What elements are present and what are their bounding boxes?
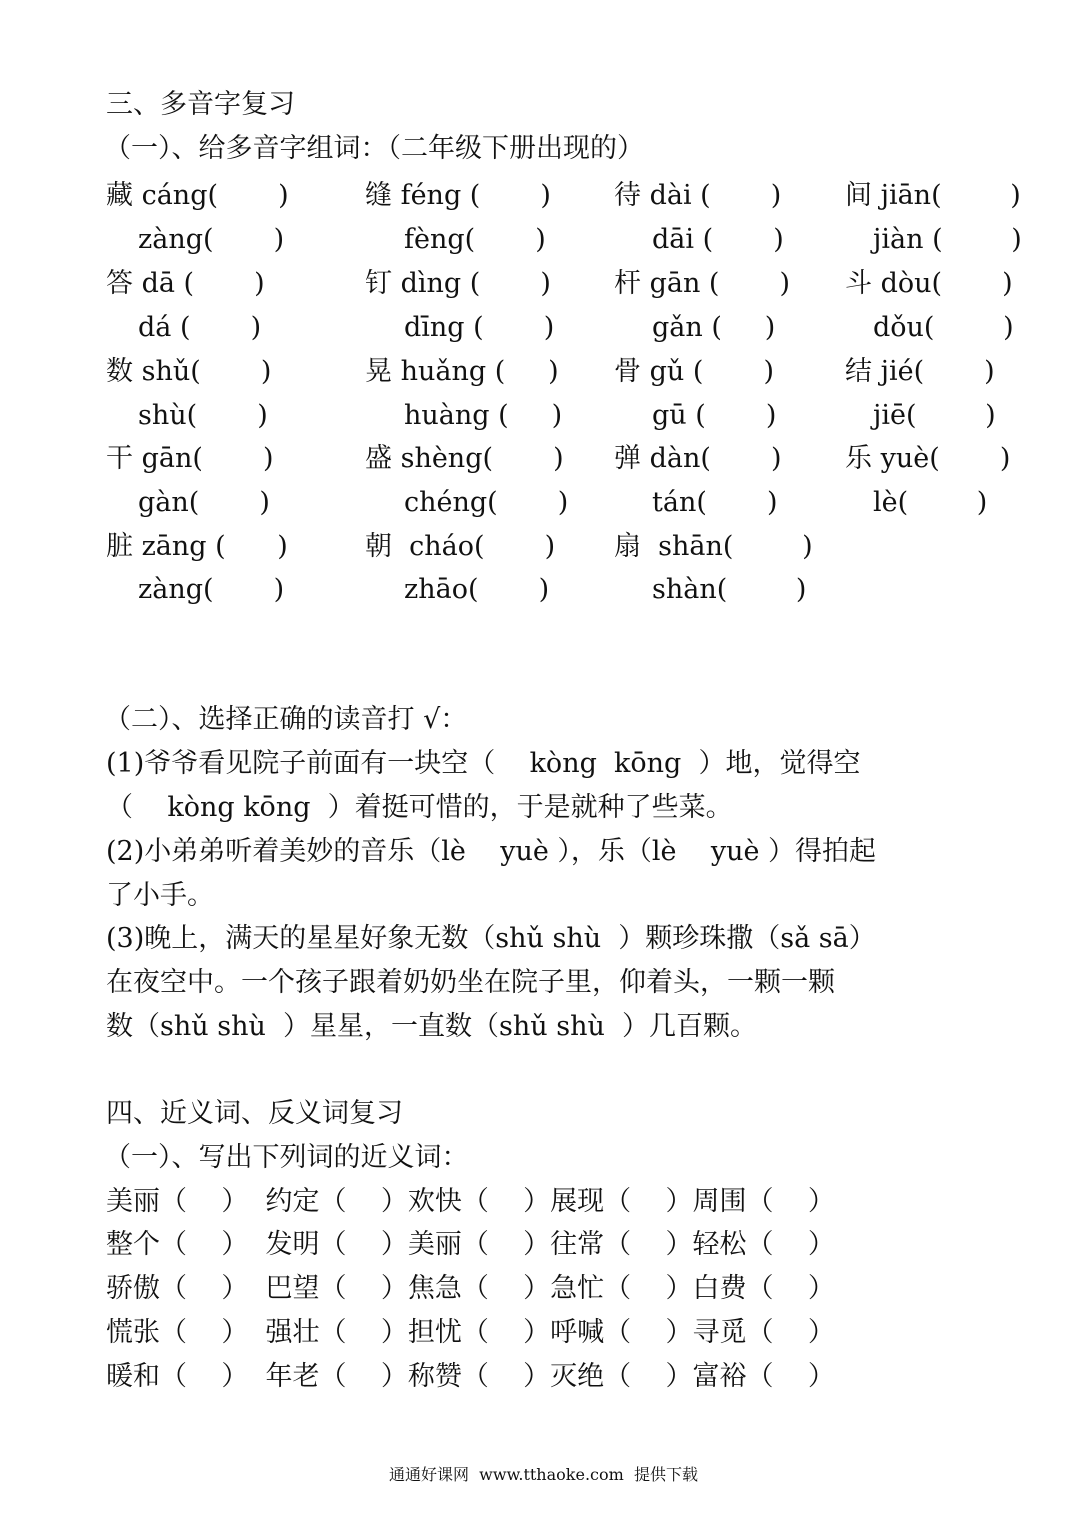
polyphone-cell: 结 jié( )	[845, 356, 995, 387]
polyphone-cell: 乐 yuè( )	[845, 443, 1011, 474]
footer-credit: 通通好课网 www.tthaoke.com 提供下载	[389, 1465, 698, 1484]
polyphone-cell: 弹 dàn( )	[614, 443, 782, 474]
synonym-row-3: 骄傲（ ） 巴望（ ）焦急（ ）急忙（ ）白费（ ）	[106, 1273, 835, 1304]
polyphone-cell: 杆 gān ( )	[614, 268, 791, 299]
paragraph-line-6: 在夜空中。一个孩子跟着奶奶坐在院子里，仰着头，一颗一颗	[106, 967, 835, 998]
polyphone-cell: chéng( )	[404, 487, 569, 518]
polyphone-cell: fèng( )	[404, 224, 546, 255]
polyphone-cell: 脏 zāng ( )	[106, 531, 288, 562]
section-3-subtitle-2: （二）、选择正确的读音打 √：	[104, 704, 468, 735]
polyphone-cell: dá ( )	[138, 312, 262, 343]
polyphone-cell: jiē( )	[873, 400, 996, 431]
polyphone-cell: zàng( )	[138, 224, 285, 255]
polyphone-cell: 数 shǔ( )	[106, 356, 272, 387]
polyphone-cell: 扇 shān( )	[614, 531, 813, 562]
polyphone-cell: 晃 huǎng ( )	[365, 356, 559, 387]
polyphone-cell: 间 jiān( )	[845, 180, 1021, 211]
paragraph-line-3: (2)小弟弟听着美妙的音乐（lè yuè ），乐（lè yuè ）得拍起	[106, 836, 877, 867]
polyphone-cell: gàn( )	[138, 487, 270, 518]
polyphone-cell: dǒu( )	[873, 312, 1014, 343]
polyphone-cell: zhāo( )	[404, 574, 550, 605]
polyphone-cell: tán( )	[652, 487, 778, 518]
synonym-row-4: 慌张（ ） 强壮（ ）担忧（ ）呼喊（ ）寻觅（ ）	[106, 1317, 835, 1348]
polyphone-cell: 待 dài ( )	[614, 180, 782, 211]
polyphone-cell: 缝 féng ( )	[365, 180, 551, 211]
section-3-subtitle-1: （一）、给多音字组词：（二年级下册出现的）	[104, 133, 644, 164]
paragraph-line-7: 数（shǔ shù ）星星，一直数（shǔ shù ）几百颗。	[106, 1011, 758, 1042]
polyphone-cell: zàng( )	[138, 574, 285, 605]
section-3-title: 三、多音字复习	[106, 89, 295, 120]
polyphone-cell: 干 gān( )	[106, 443, 274, 474]
paragraph-line-2: （ kòng kōng ）着挺可惜的，于是就种了些菜。	[106, 792, 733, 823]
polyphone-cell: shàn( )	[652, 574, 807, 605]
polyphone-cell: 盛 shèng( )	[365, 443, 564, 474]
polyphone-cell: huàng ( )	[404, 400, 563, 431]
polyphone-cell: shù( )	[138, 400, 268, 431]
polyphone-cell: gǎn ( )	[652, 312, 776, 343]
polyphone-cell: 骨 gǔ ( )	[614, 356, 774, 387]
synonym-row-2: 整个（ ） 发明（ ）美丽（ ）往常（ ）轻松（ ）	[106, 1229, 835, 1260]
polyphone-cell: gū ( )	[652, 400, 777, 431]
polyphone-cell: 斗 dòu( )	[845, 268, 1013, 299]
polyphone-cell: 朝 cháo( )	[365, 531, 556, 562]
polyphone-cell: dāi ( )	[652, 224, 784, 255]
paragraph-line-4: 了小手。	[106, 880, 214, 911]
polyphone-cell: 钉 dìng ( )	[365, 268, 551, 299]
polyphone-cell: dīng ( )	[404, 312, 555, 343]
section-4-subtitle-1: （一）、写出下列词的近义词：	[104, 1142, 469, 1173]
synonym-row-5: 暖和（ ） 年老（ ）称赞（ ）灭绝（ ）富裕（ ）	[106, 1361, 835, 1392]
section-4-title: 四、近义词、反义词复习	[106, 1098, 403, 1129]
polyphone-cell: jiàn ( )	[873, 224, 1022, 255]
paragraph-line-1: (1)爷爷看见院子前面有一块空（ kòng kōng ）地，觉得空	[106, 748, 861, 779]
polyphone-cell: 答 dā ( )	[106, 268, 265, 299]
paragraph-line-5: (3)晚上，满天的星星好象无数（shǔ shù ）颗珍珠撒（sǎ sā）	[106, 923, 876, 954]
polyphone-cell: lè( )	[873, 487, 988, 518]
synonym-row-1: 美丽（ ） 约定（ ）欢快（ ）展现（ ）周围（ ）	[106, 1186, 835, 1217]
polyphone-cell: 藏 cáng( )	[106, 180, 289, 211]
